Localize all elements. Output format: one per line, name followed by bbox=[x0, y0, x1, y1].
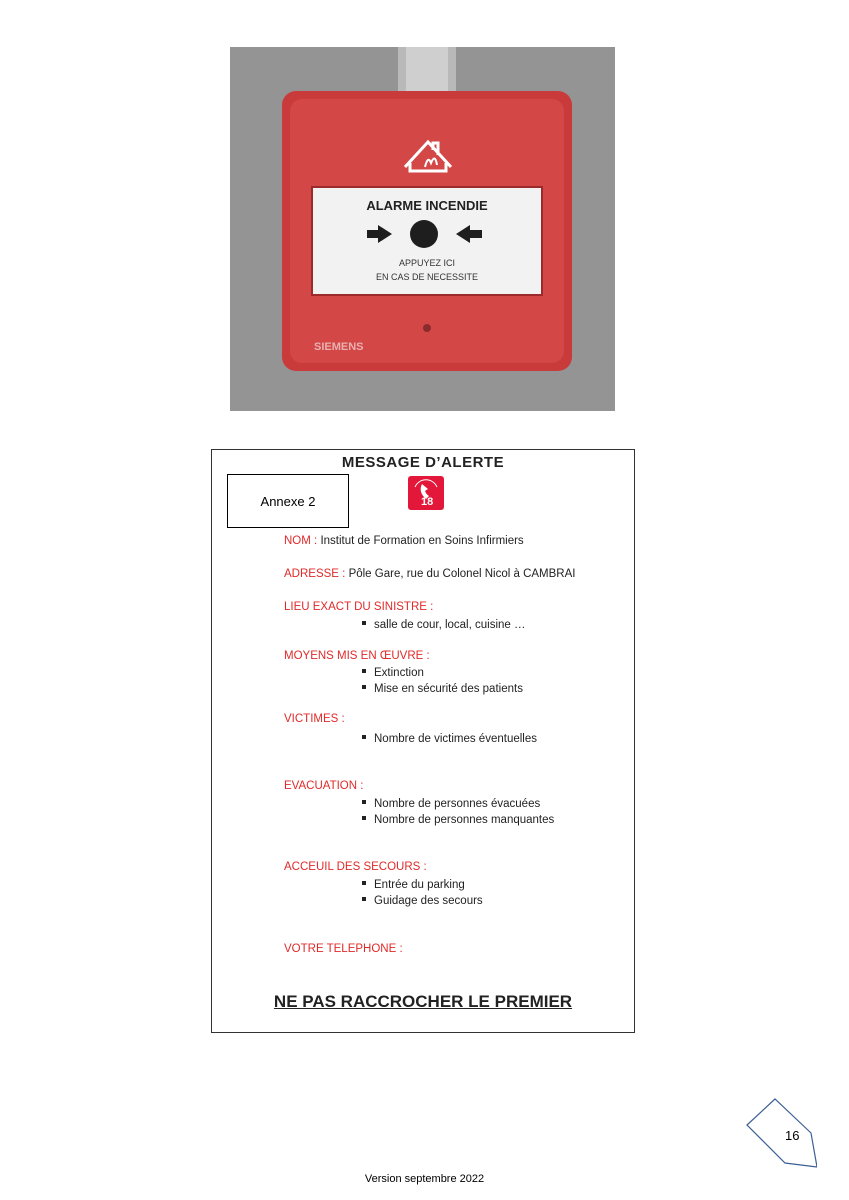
evacuation-list bbox=[362, 796, 554, 828]
lieu-field bbox=[284, 601, 433, 613]
alert-message-card bbox=[211, 449, 635, 1033]
acceuil-field bbox=[284, 861, 427, 873]
brand-text: SIEMENS bbox=[314, 341, 364, 353]
list-item: Nombre de victimes éventuelles bbox=[362, 731, 537, 747]
list-item: Mise en sécurité des patients bbox=[362, 681, 523, 697]
evacuation-label: EVACUATION : bbox=[284, 780, 364, 792]
list-item: Entrée du parking bbox=[362, 877, 483, 893]
moyens-label: MOYENS MIS EN ŒUVRE : bbox=[284, 650, 430, 662]
adresse-value: Pôle Gare, rue du Colonel Nicol à CAMBRAI bbox=[348, 568, 576, 580]
telephone-label: VOTRE TELEPHONE : bbox=[284, 943, 403, 955]
nom-label: NOM : bbox=[284, 535, 318, 547]
warning-text: NE PAS RACCROCHER LE PREMIER bbox=[273, 992, 573, 1011]
instruction-line1: APPUYEZ ICI bbox=[398, 258, 456, 268]
page-number: 16 bbox=[785, 1128, 800, 1143]
lieu-label: LIEU EXACT DU SINISTRE : bbox=[284, 601, 434, 613]
emergency-18-logo bbox=[408, 476, 444, 510]
nom-field bbox=[284, 535, 524, 547]
annexe-label: Annexe 2 bbox=[227, 474, 349, 528]
alarm-title-text: ALARME INCENDIE bbox=[366, 198, 488, 213]
alert-title: MESSAGE D’ALERTE bbox=[341, 454, 505, 471]
victimes-label: VICTIMES : bbox=[284, 713, 345, 725]
acceuil-label: ACCEUIL DES SECOURS : bbox=[284, 861, 427, 873]
telephone-field bbox=[284, 943, 403, 955]
list-item: Nombre de personnes manquantes bbox=[362, 812, 554, 828]
victimes-field bbox=[284, 713, 345, 725]
list-item: Guidage des secours bbox=[362, 893, 483, 909]
acceuil-list bbox=[362, 877, 483, 909]
press-button-icon bbox=[410, 220, 438, 248]
page-badge-shape bbox=[747, 1099, 817, 1167]
adresse-field bbox=[284, 568, 575, 580]
instruction-line2: EN CAS DE NECESSITE bbox=[375, 272, 479, 282]
page-number-badge bbox=[745, 1097, 817, 1169]
list-item: Extinction bbox=[362, 665, 523, 681]
lieu-list bbox=[362, 617, 526, 633]
list-item: Nombre de personnes évacuées bbox=[362, 796, 554, 812]
emergency-number: 18 bbox=[421, 496, 434, 508]
fire-alarm-photo bbox=[230, 47, 615, 411]
adresse-label: ADRESSE : bbox=[284, 568, 346, 580]
version-footer: Version septembre 2022 bbox=[364, 1173, 485, 1185]
victimes-list bbox=[362, 731, 537, 747]
screw-icon bbox=[423, 324, 431, 332]
evacuation-field bbox=[284, 780, 363, 792]
list-item: salle de cour, local, cuisine … bbox=[362, 617, 526, 633]
nom-value: Institut de Formation en Soins Infirmiers bbox=[320, 535, 524, 547]
moyens-list bbox=[362, 665, 523, 697]
moyens-field bbox=[284, 650, 430, 662]
